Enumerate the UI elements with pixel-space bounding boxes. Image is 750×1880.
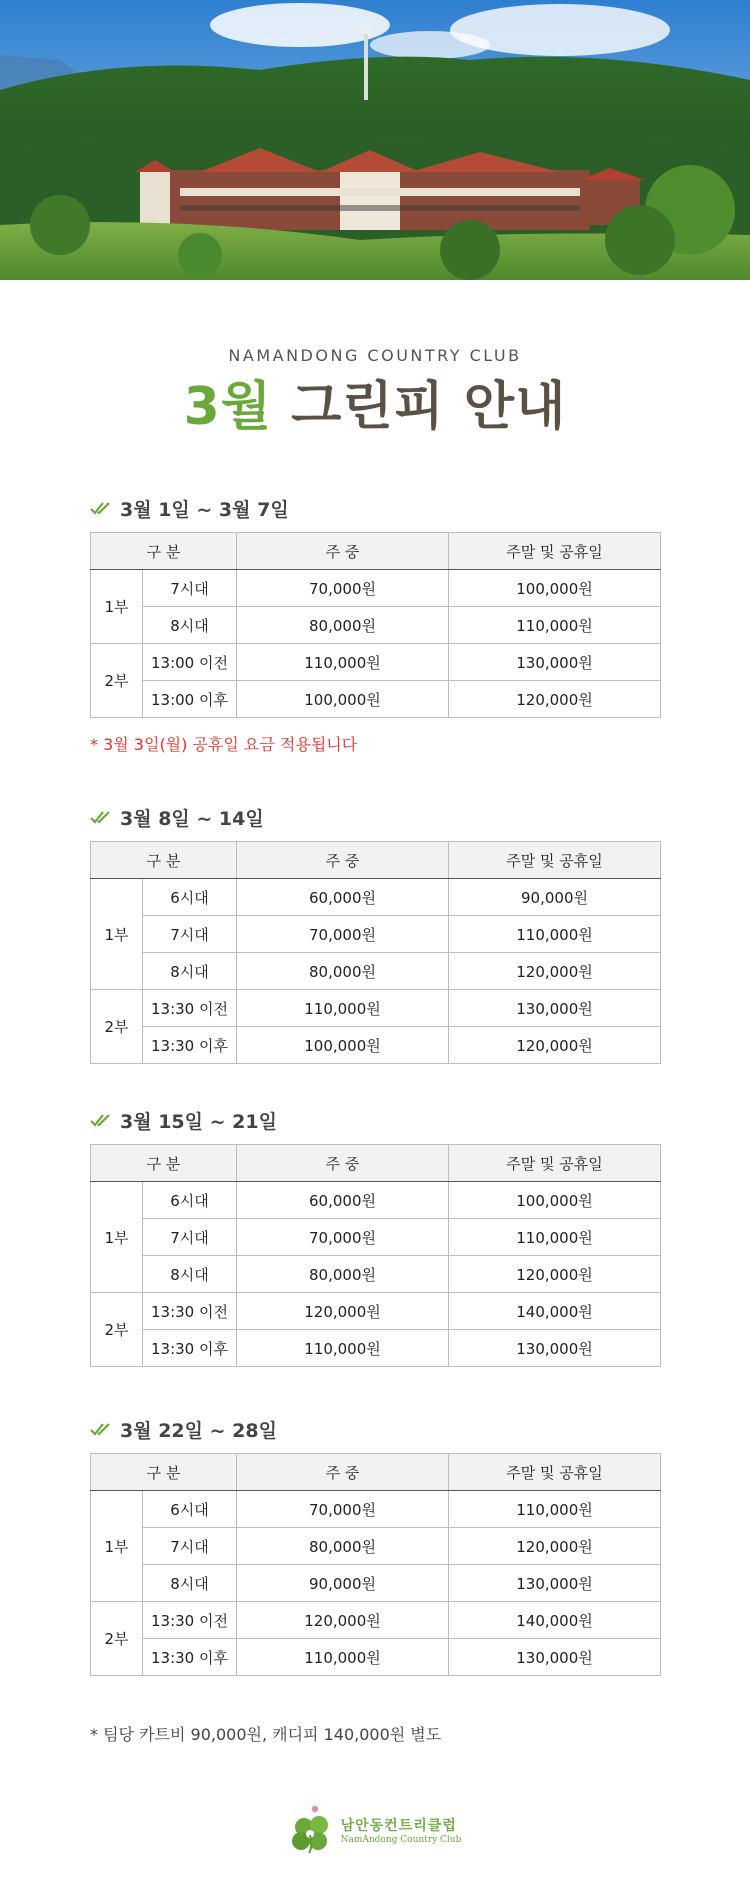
page-header <box>0 346 750 436</box>
table-row <box>91 681 661 718</box>
part-label: 2부 <box>91 1602 143 1676</box>
time-cell: 7시대 <box>143 916 237 953</box>
section-date-range: 3월 15일 ~ 21일 <box>120 1110 277 1133</box>
weekday-fee: 110,000원 <box>237 1639 449 1676</box>
table-header-row <box>91 1454 661 1491</box>
weekend-fee: 120,000원 <box>449 1528 661 1565</box>
time-cell: 13:00 이후 <box>143 681 237 718</box>
club-logo <box>0 1805 750 1855</box>
time-cell: 6시대 <box>143 1182 237 1219</box>
part-label: 1부 <box>91 1491 143 1602</box>
table-row <box>91 953 661 990</box>
table-header-row <box>91 842 661 879</box>
time-cell: 13:30 이후 <box>143 1027 237 1064</box>
clubhouse-illustration <box>0 0 750 280</box>
part-label: 2부 <box>91 990 143 1064</box>
header-weekday: 주 중 <box>237 1454 449 1491</box>
section-title <box>90 1415 660 1443</box>
header-category: 구 분 <box>91 842 237 879</box>
weekday-fee: 110,000원 <box>237 1330 449 1367</box>
weekday-fee: 110,000원 <box>237 990 449 1027</box>
weekday-fee: 80,000원 <box>237 607 449 644</box>
table-row <box>91 1027 661 1064</box>
table-row <box>91 1639 661 1676</box>
double-check-icon <box>90 1422 112 1436</box>
section-title <box>90 494 660 522</box>
weekday-fee: 80,000원 <box>237 1256 449 1293</box>
footer-note-block <box>90 1722 660 1745</box>
table-row <box>91 570 661 607</box>
fee-section-4 <box>90 1415 660 1676</box>
part-label: 1부 <box>91 1182 143 1293</box>
section-date-range: 3월 8일 ~ 14일 <box>120 807 264 830</box>
logo-text <box>341 1815 462 1845</box>
weekend-fee: 100,000원 <box>449 570 661 607</box>
clover-logo-icon <box>289 1805 333 1855</box>
title-text: 그린피 안내 <box>272 377 567 437</box>
double-check-icon <box>90 501 112 515</box>
header-weekday: 주 중 <box>237 842 449 879</box>
table-header-row <box>91 1145 661 1182</box>
time-cell: 8시대 <box>143 607 237 644</box>
table-row <box>91 916 661 953</box>
header-weekend: 주말 및 공휴일 <box>449 842 661 879</box>
weekday-fee: 70,000원 <box>237 916 449 953</box>
fee-section-2 <box>90 803 660 1064</box>
time-cell: 13:30 이전 <box>143 1602 237 1639</box>
weekend-fee: 120,000원 <box>449 953 661 990</box>
table-row <box>91 607 661 644</box>
section-date-range: 3월 1일 ~ 3월 7일 <box>120 498 289 521</box>
time-cell: 6시대 <box>143 879 237 916</box>
table-row <box>91 990 661 1027</box>
double-check-icon <box>90 810 112 824</box>
header-weekend: 주말 및 공휴일 <box>449 1454 661 1491</box>
table-row <box>91 1565 661 1602</box>
weekday-fee: 100,000원 <box>237 681 449 718</box>
weekday-fee: 70,000원 <box>237 1219 449 1256</box>
weekday-fee: 60,000원 <box>237 879 449 916</box>
time-cell: 8시대 <box>143 953 237 990</box>
time-cell: 7시대 <box>143 1219 237 1256</box>
hero-photo <box>0 0 750 280</box>
time-cell: 6시대 <box>143 1491 237 1528</box>
table-row <box>91 1330 661 1367</box>
header-category: 구 분 <box>91 1145 237 1182</box>
weekend-fee: 130,000원 <box>449 1565 661 1602</box>
weekend-fee: 120,000원 <box>449 1027 661 1064</box>
fee-table <box>90 1453 661 1676</box>
weekend-fee: 120,000원 <box>449 1256 661 1293</box>
part-label: 2부 <box>91 644 143 718</box>
extra-fee-note: * 팀당 카트비 90,000원, 캐디피 140,000원 별도 <box>90 1725 442 1745</box>
table-header-row <box>91 533 661 570</box>
table-row <box>91 1602 661 1639</box>
time-cell: 7시대 <box>143 1528 237 1565</box>
double-check-icon <box>90 1113 112 1127</box>
weekend-fee: 130,000원 <box>449 644 661 681</box>
time-cell: 7시대 <box>143 570 237 607</box>
part-label: 2부 <box>91 1293 143 1367</box>
weekend-fee: 110,000원 <box>449 916 661 953</box>
logo-korean-name: 남안동컨트리클럽 <box>340 1818 457 1835</box>
weekday-fee: 90,000원 <box>237 1565 449 1602</box>
weekday-fee: 60,000원 <box>237 1182 449 1219</box>
table-row <box>91 1219 661 1256</box>
weekday-fee: 120,000원 <box>237 1293 449 1330</box>
section-date-range: 3월 22일 ~ 28일 <box>120 1419 277 1442</box>
header-weekday: 주 중 <box>237 1145 449 1182</box>
weekday-fee: 100,000원 <box>237 1027 449 1064</box>
section-title <box>90 1106 660 1134</box>
fee-table <box>90 1144 661 1367</box>
time-cell: 13:30 이후 <box>143 1639 237 1676</box>
header-category: 구 분 <box>91 533 237 570</box>
header-weekday: 주 중 <box>237 533 449 570</box>
table-row <box>91 1182 661 1219</box>
time-cell: 8시대 <box>143 1565 237 1602</box>
table-row <box>91 1256 661 1293</box>
time-cell: 13:30 이후 <box>143 1330 237 1367</box>
club-name-subtitle: NAMANDONG COUNTRY CLUB <box>228 346 522 365</box>
section-title <box>90 803 660 831</box>
header-weekend: 주말 및 공휴일 <box>449 533 661 570</box>
weekend-fee: 140,000원 <box>449 1293 661 1330</box>
weekend-fee: 130,000원 <box>449 990 661 1027</box>
weekday-fee: 80,000원 <box>237 953 449 990</box>
fee-table <box>90 841 661 1064</box>
table-row <box>91 1528 661 1565</box>
holiday-note: * 3월 3일(월) 공휴일 요금 적용됩니다 <box>90 735 358 755</box>
time-cell: 13:30 이전 <box>143 1293 237 1330</box>
weekend-fee: 110,000원 <box>449 607 661 644</box>
weekday-fee: 70,000원 <box>237 1491 449 1528</box>
time-cell: 13:00 이전 <box>143 644 237 681</box>
title-month: 3월 <box>183 377 273 437</box>
table-row <box>91 1491 661 1528</box>
time-cell: 8시대 <box>143 1256 237 1293</box>
weekday-fee: 80,000원 <box>237 1528 449 1565</box>
weekday-fee: 120,000원 <box>237 1602 449 1639</box>
weekend-fee: 130,000원 <box>449 1330 661 1367</box>
part-label: 1부 <box>91 570 143 644</box>
weekend-fee: 100,000원 <box>449 1182 661 1219</box>
fee-section-3 <box>90 1106 660 1367</box>
header-category: 구 분 <box>91 1454 237 1491</box>
weekend-fee: 90,000원 <box>449 879 661 916</box>
logo-english-name: NamAndong Country Club <box>340 1835 462 1846</box>
weekend-fee: 120,000원 <box>449 681 661 718</box>
header-weekend: 주말 및 공휴일 <box>449 1145 661 1182</box>
time-cell: 13:30 이전 <box>143 990 237 1027</box>
part-label: 1부 <box>91 879 143 990</box>
table-row <box>91 1293 661 1330</box>
table-row <box>91 644 661 681</box>
fee-table <box>90 532 661 718</box>
weekday-fee: 70,000원 <box>237 570 449 607</box>
weekend-fee: 110,000원 <box>449 1219 661 1256</box>
weekend-fee: 140,000원 <box>449 1602 661 1639</box>
fee-section-1 <box>90 494 660 755</box>
weekend-fee: 110,000원 <box>449 1491 661 1528</box>
weekday-fee: 110,000원 <box>237 644 449 681</box>
table-row <box>91 879 661 916</box>
page-title <box>0 379 750 436</box>
weekend-fee: 130,000원 <box>449 1639 661 1676</box>
